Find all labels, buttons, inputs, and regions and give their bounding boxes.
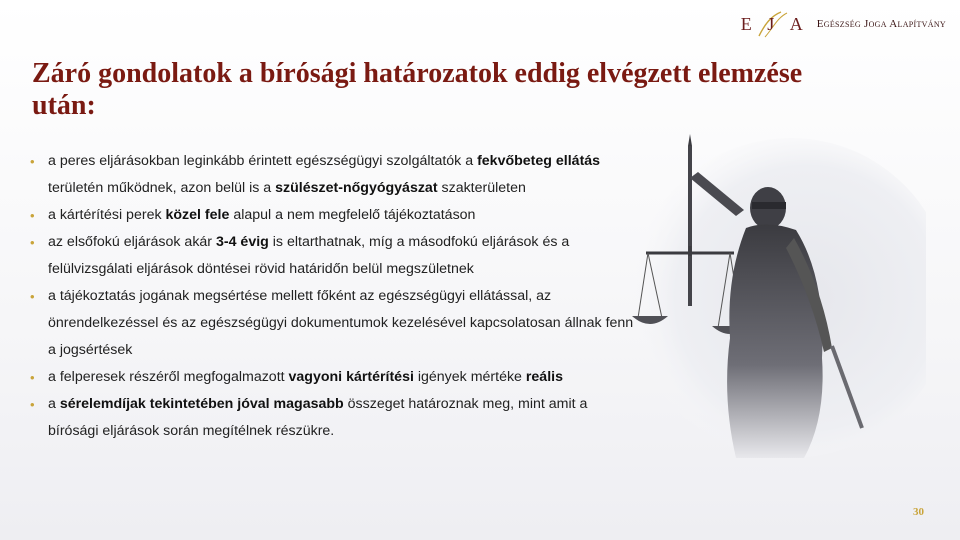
bullet-text: szakterületen xyxy=(437,180,526,196)
logo-letter-j: J xyxy=(767,13,775,34)
org-logo xyxy=(737,10,946,38)
bullet-text: igények mértéke xyxy=(413,369,526,385)
bullet-emphasis: fekvőbeteg ellátás xyxy=(477,153,601,169)
bullet-emphasis: szülészet-nőgyógyászat xyxy=(275,180,438,196)
bullet-text: alapul a nem megfelelő tájékoztatáson xyxy=(229,207,476,223)
bullet-dot-icon: • xyxy=(30,289,35,304)
bullet-item xyxy=(30,148,640,202)
org-name: Egészség Joga Alapítvány xyxy=(816,18,946,30)
bullet-text: a peres eljárásokban leginkább érintett egészségügyi szolgáltatók a xyxy=(48,153,478,169)
bullet-emphasis: 3-4 évig xyxy=(215,234,269,250)
bullet-text: a tájékoztatás jogának megsértése mellett főként az egészségügyi ellátással, az önrendelkezéssel és az egészségügyi dokumentumok kezelésével kapcsolatosan állnak fenn a jogsértések xyxy=(48,288,634,358)
bullet-dot-icon: • xyxy=(30,397,35,412)
bullet-dot-icon: • xyxy=(30,235,35,250)
bullet-emphasis: reális xyxy=(525,369,563,385)
bullet-emphasis: vagyoni kártérítési xyxy=(288,369,414,385)
bullet-emphasis: sérelemdíjak tekintetében jóval magasabb xyxy=(59,396,344,412)
page-number: 30 xyxy=(913,506,924,518)
slide-title: Záró gondolatok a bírósági határozatok eddig elvégzett elemzése után: xyxy=(32,58,803,121)
bullet-dot-icon: • xyxy=(30,208,35,223)
lady-justice-statue-icon xyxy=(626,128,926,458)
logo-letter-e: E xyxy=(740,13,752,34)
bullet-text: területén működnek, azon belül is a xyxy=(48,180,276,196)
bullet-text: az elsőfokú eljárások akár xyxy=(48,234,216,250)
bullet-text: a xyxy=(48,396,60,412)
bullet-item xyxy=(30,391,640,445)
bullet-list xyxy=(30,148,640,445)
bullet-item xyxy=(30,364,640,391)
bullet-text: a felperesek részéről megfogalmazott xyxy=(48,369,289,385)
bullet-dot-icon: • xyxy=(30,370,35,385)
bullet-item xyxy=(30,229,640,283)
eja-logo-icon xyxy=(737,10,807,38)
bullet-emphasis: közel fele xyxy=(165,207,230,223)
logo-letter-a: A xyxy=(789,13,803,34)
bullet-dot-icon: • xyxy=(30,154,35,169)
bullet-text: összeget határoznak meg, mint amit a bírósági eljárások során megítélnek részükre. xyxy=(48,396,588,439)
bullet-text: is eltarthatnak, míg a másodfokú eljárások és a felülvizsgálati eljárások döntései rövid határidőn belül megszületnek xyxy=(48,234,570,277)
bullet-text: a kártérítési perek xyxy=(48,207,166,223)
bullet-item xyxy=(30,283,640,364)
bullet-item xyxy=(30,202,640,229)
